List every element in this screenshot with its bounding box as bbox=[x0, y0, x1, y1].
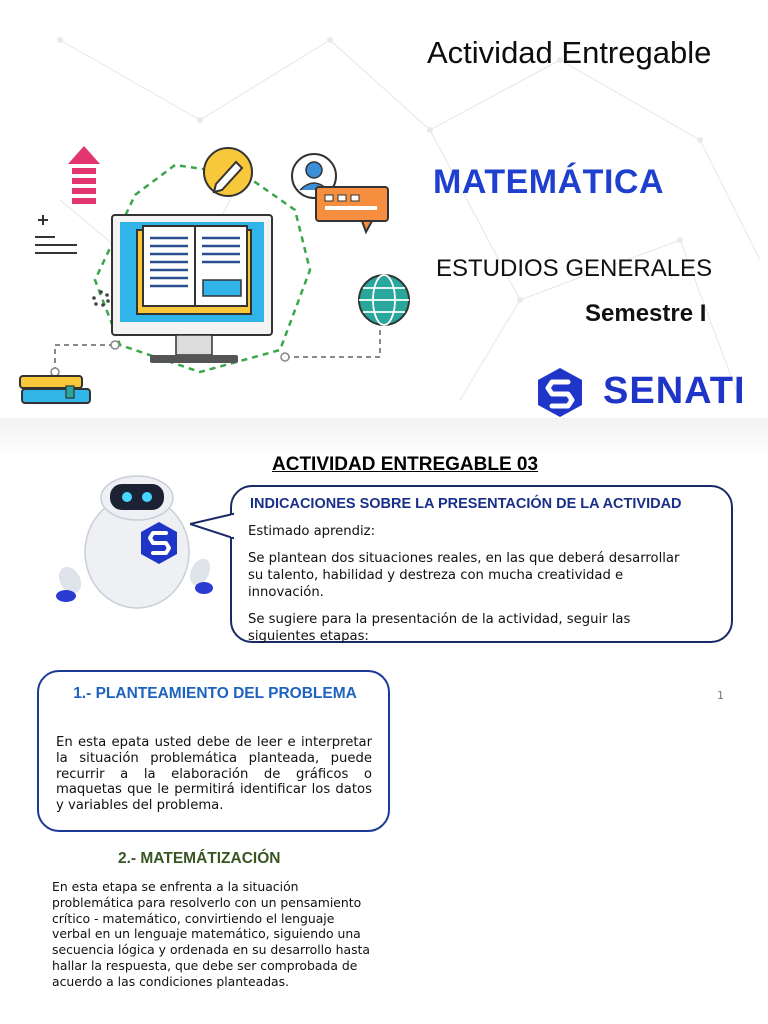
program-name: ESTUDIOS GENERALES bbox=[436, 255, 713, 282]
subject-title: MATEMÁTICA bbox=[433, 163, 664, 201]
robot-mascot-icon bbox=[52, 472, 222, 612]
semester-label: Semestre I bbox=[585, 300, 707, 327]
header-shadow bbox=[0, 418, 768, 458]
senati-logo-icon bbox=[538, 368, 582, 417]
open-book-monitor-icon bbox=[112, 215, 272, 363]
document-title: Actividad Entregable bbox=[427, 35, 712, 70]
books-icon bbox=[20, 376, 90, 403]
loading-icon bbox=[92, 290, 110, 307]
arrow-up-icon bbox=[68, 146, 100, 204]
brand-name: SENATI bbox=[603, 370, 746, 412]
page-number: 1 bbox=[717, 689, 724, 702]
activity-title: ACTIVIDAD ENTREGABLE 03 bbox=[272, 454, 539, 475]
user-chat-icon bbox=[292, 154, 388, 232]
indications-heading: INDICACIONES SOBRE LA PRESENTACIÓN DE LA ACTIVIDAD bbox=[250, 496, 682, 512]
step2-text: En esta etapa se enfrenta a la situación problemática para resolverlo con un pensamiento crítico - matemático, convirtiendo el lenguaje verbal en un lenguaje matemático, siguiendo una secuencia lógica y ordenada en su desarrollo hasta hallar la respuesta, que debe ser comprobada de acuerdo a las condiciones planteadas. bbox=[52, 879, 370, 989]
step2-heading: 2.- MATEMÁTIZACIÓN bbox=[118, 850, 281, 867]
step1-heading: 1.- PLANTEAMIENTO DEL PROBLEMA bbox=[73, 685, 357, 702]
speech-tail bbox=[190, 512, 234, 542]
indications-greeting: Estimado aprendiz: bbox=[248, 524, 376, 539]
globe-icon bbox=[359, 275, 409, 325]
pencil-icon bbox=[204, 148, 252, 196]
indications-paragraph-2: Se sugiere para la presentación de la actividad, seguir las siguientes etapas: bbox=[248, 612, 631, 644]
indications-paragraph-1: Se plantean dos situaciones reales, en las que deberá desarrollar su talento, habilidad y destreza con mucha creatividad e innovación. bbox=[248, 551, 680, 600]
list-icon bbox=[35, 215, 77, 253]
step1-text: En esta epata usted debe de leer e interpretar la situación problemática planteada, puede recurrir a la elaboración de gráficos o maquetas que le permitirá identificar los datos y variables del problema. bbox=[56, 735, 372, 814]
